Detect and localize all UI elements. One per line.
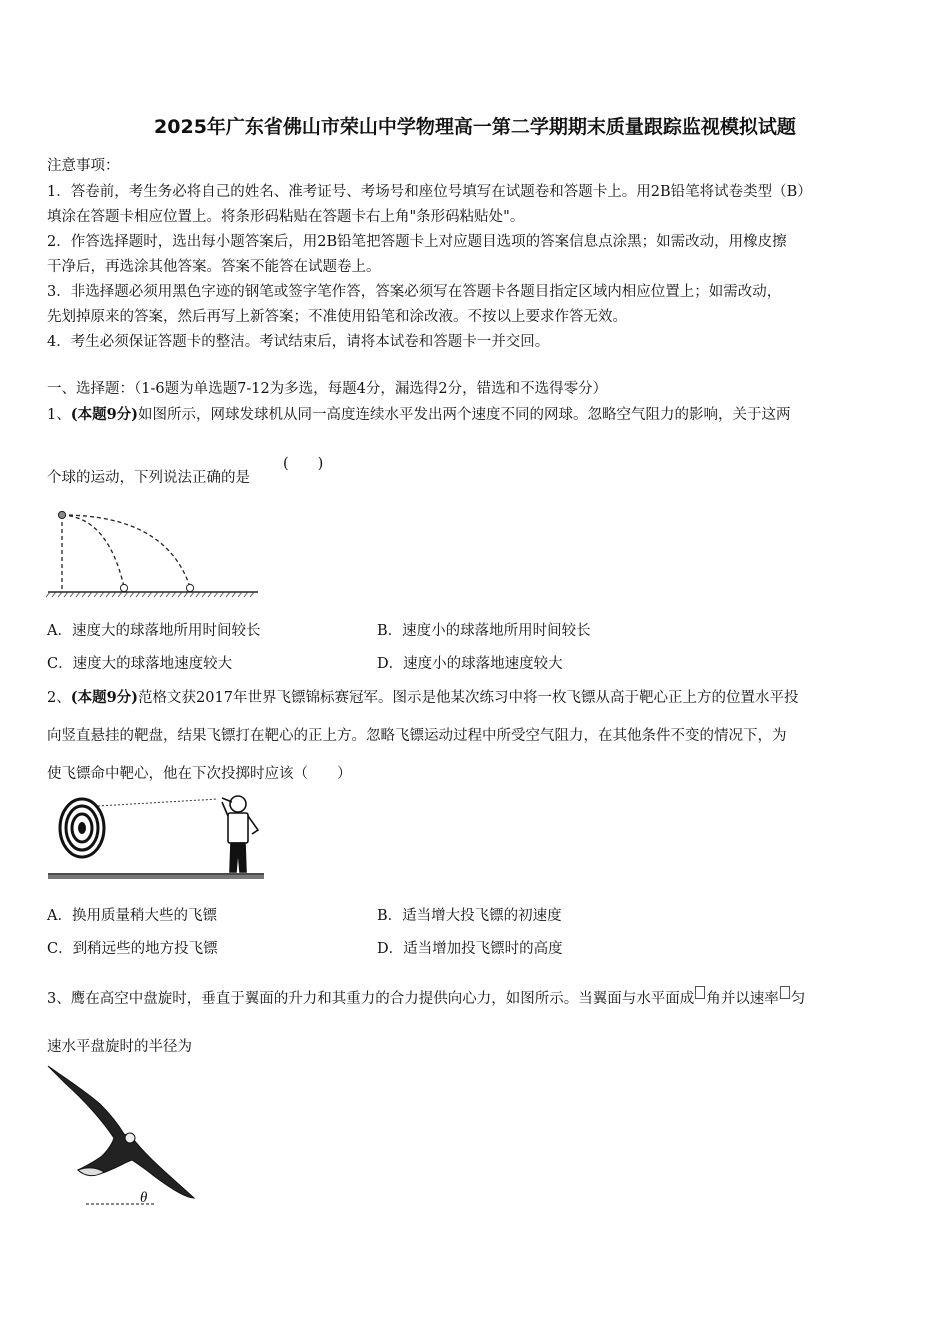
question-1-line-1 [47,403,791,424]
option-text: 到稍远些的地方投飞镖 [72,941,218,957]
notes-line: 先划掉原来的答案，然后再写上新答案；不准使用铅笔和涂改液。不按以上要求作答无效。 [47,309,627,325]
question-3-line-2: 速水平盘旋时的半径为 [47,1039,192,1055]
option-text: 速度小的球落地所用时间较长 [402,623,591,639]
question-text: 匀 [790,991,806,1007]
question-number: 1、 [47,407,71,423]
landed-ball [186,584,193,591]
option-label: D． [377,656,404,672]
option-text: 速度小的球落地速度较大 [403,656,563,672]
option-text: 换用质量稍大些的飞镖 [71,908,217,924]
page-title: 2025年广东省佛山市荣山中学物理高一第二学期期末质量跟踪监视模拟试题 [154,116,796,138]
question-number: 2、 [47,690,71,706]
notes-line: 1．答卷前，考生务必将自己的姓名、准考证号、考场号和座位号填写在试题卷和答题卡上。用2B铅笔将试卷类型（B） [47,184,812,200]
option-text: 适当增大投飞镖的初速度 [402,908,562,924]
question-text: 角并以速率 [706,991,779,1007]
dart-thrower-figure [46,790,268,882]
option-label: C． [47,656,73,672]
notes-line: 3．非选择题必须用黑色字迹的钢笔或签字笔作答，答案必须写在答题卡各题目指定区域内相应位置上；如需改动， [47,284,782,300]
notes-line: 4．考生必须保证答题卡的整洁。考试结束后，请将本试卷和答题卡一并交回。 [47,334,550,350]
question-1-line-2: 个球的运动，下列说法正确的是 [47,470,250,486]
question-2-line-2: 向竖直悬挂的靶盘，结果飞镖打在靶心的正上方。忽略飞镖运动过程中所受空气阻力，在其他条件不变的情况下，为 [47,728,787,744]
option-text: 速度大的球落地所用时间较长 [71,623,261,639]
option-label: A． [47,623,72,639]
dartboard-icon [60,799,104,857]
question-number: 3、 [47,991,71,1007]
option-b [377,904,562,925]
question-tag: (本题9分) [70,689,139,706]
slow-ball-trajectory [62,515,124,587]
question-text: 鹰在高空中盘旋时，垂直于翼面的升力和其重力的合力提供向心力，如图所示。当翼面与水平面成 [70,991,695,1007]
missing-symbol-icon [695,986,705,999]
answer-parentheses: ( ) [283,456,324,472]
question-3-line-1 [47,986,805,1008]
tennis-ball-launcher-figure [46,505,266,600]
option-text: 速度大的球落地速度较大 [72,656,233,672]
notes-line: 干净后，再选涂其他答案。答案不能答在试题卷上。 [47,259,381,275]
option-a [47,619,260,640]
option-text: 适当增加投飞镖时的高度 [403,941,563,957]
theta-angle-label: θ [140,1190,148,1206]
notes-heading: 注意事项： [47,158,120,174]
question-2-line-1 [47,686,798,707]
landed-ball [120,584,127,591]
option-d [377,652,563,673]
option-label: B． [377,623,403,639]
question-text: 范格文获2017年世界飞镖锦标赛冠军。图示是他某次练习中将一枚飞镖从高于靶心正上方的位置水平投 [138,690,799,706]
launch-point-ball [58,511,65,518]
option-label: A． [47,908,72,924]
dart-path [98,799,218,806]
section-heading: 一、选择题：（1-6题为单选题7-12为多选，每题4分，漏选得2分，错选和不选得零分） [47,381,608,397]
notes-line: 2．作答选择题时，选出每小题答案后，用2B铅笔把答题卡上对应题目选项的答案信息点涂黑；如需改动，用橡皮擦 [47,234,787,250]
floor-hatching [48,875,264,879]
eagle-head-icon [125,1133,135,1143]
option-a [47,904,217,925]
question-text: 如图所示，网球发球机从同一高度连续水平发出两个速度不同的网球。忽略空气阻力的影响，关于这两 [138,407,791,423]
eagle-icon [48,1066,194,1198]
option-label: D． [377,941,404,957]
eagle-figure [44,1064,204,1214]
missing-symbol-icon [780,986,790,999]
fast-ball-trajectory [62,515,190,587]
notes-line: 填涂在答题卡相应位置上。将条形码粘贴在答题卡右上角"条形码粘贴处"。 [47,209,525,225]
person-icon [222,796,258,872]
question-2-line-3: 使飞镖命中靶心，他在下次投掷时应该（ ） [47,766,352,782]
option-c [47,652,232,673]
question-tag: (本题9分) [70,406,139,423]
option-label: C． [47,941,73,957]
option-d [377,937,563,958]
option-b [377,619,591,640]
option-c [47,937,218,958]
ground-hatching [46,592,254,597]
option-label: B． [377,908,403,924]
